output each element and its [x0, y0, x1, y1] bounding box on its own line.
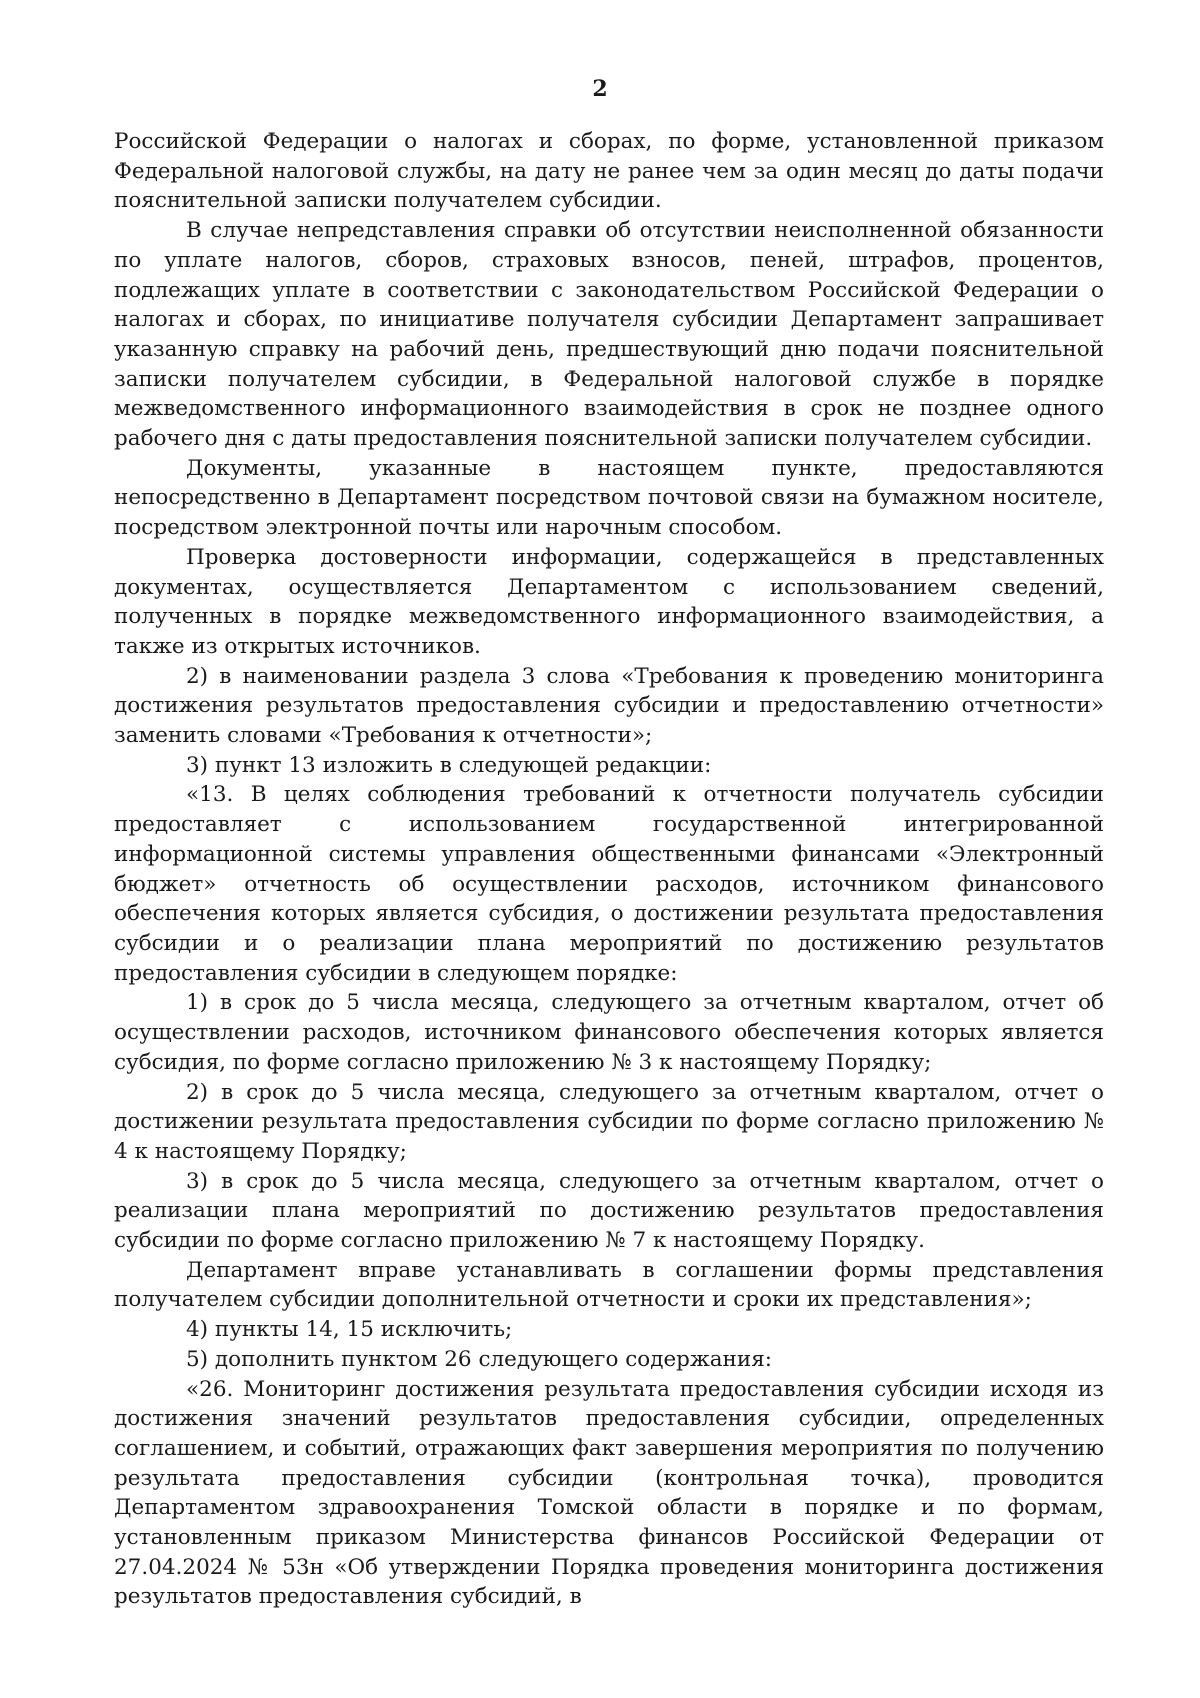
paragraph-clause-13: «13. В целях соблюдения требований к отчетности получатель субсидии предоставляет с использованием государственной интегрированной информационной системы управления общественными финансами «Электронный бюджет» отчетность об осуществлении расходов, источником финансового обеспечения которых является субсидия, о достижении результата предоставления субсидии и о реализации плана мероприятий по достижению результатов предоставления субсидии в следующем порядке:: [114, 782, 1104, 986]
paragraph-department-right: Департамент вправе устанавливать в соглашении формы представления получателем субсидии дополнительной отчетности и сроки их представления»;: [114, 1257, 1104, 1313]
paragraph-clause-13-item-3: 3) в срок до 5 числа месяца, следующего за отчетным кварталом, отчет о реализации плана мероприятий по достижению результатов предоставления субсидии по форме согласно приложению № 7 к настоящему Порядку.: [114, 1168, 1104, 1254]
paragraph-amendment-5: 5) дополнить пунктом 26 следующего содержания:: [186, 1346, 773, 1372]
paragraph-amendment-2: 2) в наименовании раздела 3 слова «Требования к проведению мониторинга достижения результатов предоставления субсидии и предоставлению отчетности» заменить словами «Требования к отчетности»;: [114, 663, 1104, 749]
paragraph-verification: Проверка достоверности информации, содержащейся в представленных документах, осуществляется Департаментом с использованием сведений, полученных в порядке межведомственного информационного взаимодействия, а также из открытых источников.: [114, 544, 1104, 659]
paragraph-clause-13-item-1: 1) в срок до 5 числа месяца, следующего за отчетным кварталом, отчет об осуществлении расходов, источником финансового обеспечения которых является субсидия, по форме согласно приложению № 3 к настоящему Порядку;: [114, 990, 1104, 1075]
paragraph-continuation: Российской Федерации о налогах и сборах, по форме, установленной приказом Федеральной налоговой службы, на дату не ранее чем за один месяц до даты подачи пояснительной записки получателем субсидии.: [114, 129, 1104, 214]
paragraph-tax-certificate-request: В случае непредставления справки об отсутствии неисполненной обязанности по уплате налогов, сборов, страховых взносов, пеней, штрафов, процентов, подлежащих уплате в соответствии с законодательством Российской Федерации о налогах и сборах, по инициативе получателя субсидии Департамент запрашивает указанную справку на рабочий день, предшествующий дню подачи пояснительной записки получателем субсидии, в Федеральной налоговой службе в порядке межведомственного информационного взаимодействия в срок не позднее одного рабочего дня с даты предоставления пояснительной записки получателем субсидии.: [114, 218, 1104, 452]
paragraph-clause-26: «26. Мониторинг достижения результата предоставления субсидии исходя из достижения значений результатов предоставления субсидии, определенных соглашением, и событий, отражающих факт завершения мероприятия по получению результата предоставления субсидии (контрольная точка), проводится Департаментом здравоохранения Томской области в порядке и по формам, установленным приказом Министерства финансов Российской Федерации от 27.04.2024 № 53н «Об утверждении Порядка проведения мониторинга достижения результатов предоставления субсидий, в: [114, 1376, 1104, 1610]
page-number: 2: [592, 76, 608, 102]
paragraph-document-submission: Документы, указанные в настоящем пункте, предоставляются непосредственно в Департамент посредством почтовой связи на бумажном носителе, посредством электронной почты или нарочным способом.: [114, 455, 1104, 541]
paragraph-amendment-4: 4) пункты 14, 15 исключить;: [186, 1317, 513, 1343]
document-body: [114, 127, 1104, 1612]
paragraph-amendment-3: 3) пункт 13 изложить в следующей редакции:: [186, 752, 712, 778]
paragraph-clause-13-item-2: 2) в срок до 5 числа месяца, следующего за отчетным кварталом, отчет о достижении результата предоставления субсидии по форме согласно приложению № 4 к настоящему Порядку;: [114, 1079, 1104, 1164]
